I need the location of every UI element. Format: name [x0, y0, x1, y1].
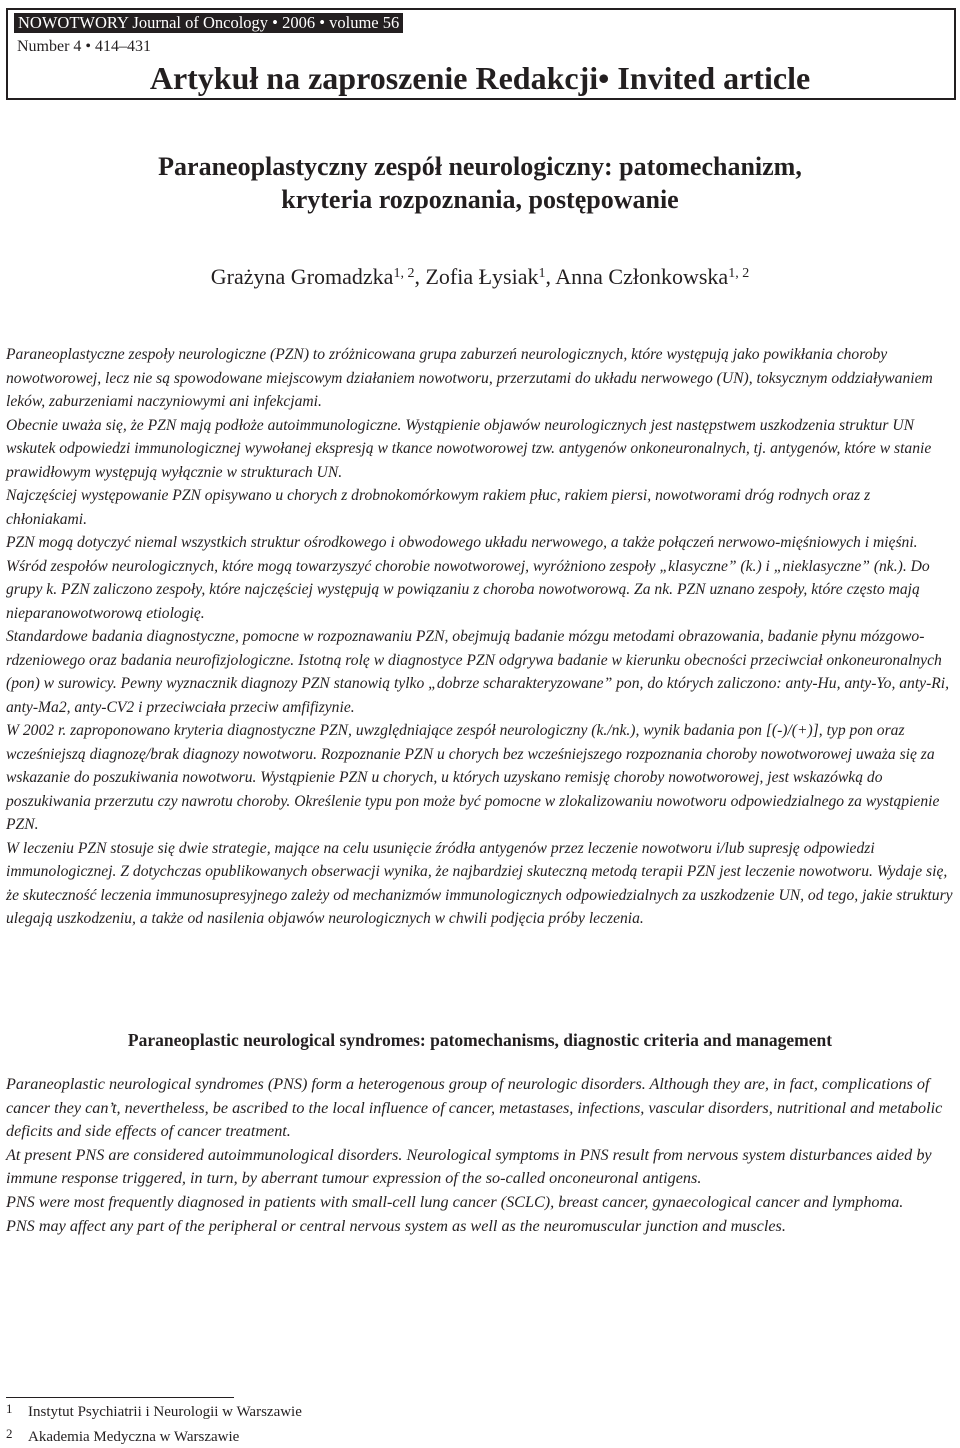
english-abstract	[6, 1073, 954, 1238]
footnotes	[6, 1398, 302, 1448]
polish-title	[0, 150, 960, 216]
abstract-paragraph: PNS were most frequently diagnosed in patients with small-cell lung cancer (SCLC), breast cancer, gynaecological cancer and lymphoma.	[6, 1192, 904, 1211]
author-affiliation: 1, 2	[728, 266, 750, 281]
abstract-paragraph: Najczęściej występowanie PZN opisywano u chorych z drobnokomórkowym rakiem płuc, rakiem piersi, nowotworami dróg rodnych oraz z chłoniakami.	[6, 487, 871, 528]
abstract-paragraph: W leczeniu PZN stosuje się dwie strategie, mające na celu usunięcie źródła antygenów przez leczenie nowotworu i/lub supresję odpowiedzi immunologicznej. Z dotychczas opublikowanych obserwacji wynika, że najbardziej skuteczną metodą terapii PZN jest leczenie nowotworu. Wydaje się, że skuteczność leczenia immunosupresyjnego zależy od mechanizmów immunologicznych odpowiedzialnych za uszkodzenie UN, od tego, jakie struktury ulegają uszkodzeniu, a także od nasilenia objawów neurologicznych w chwili podjęcia próby leczenia.	[6, 839, 953, 927]
footnote-number: 1	[6, 1401, 13, 1416]
article-type-heading: Artykuł na zaproszenie Redakcji• Invited article	[149, 60, 811, 96]
abstract-paragraph: W 2002 r. zaproponowano kryteria diagnostyczne PZN, uwzględniające zespół neurologiczny (k./nk.), wynik badania pon [(-)/(+)], typ pon oraz wcześniejszą diagnozę/brak diagnozy nowotworu. Rozpoznanie PZN u chorych bez wcześniejszego rozpoznania choroby nowotworowej uważa się za wskazanie do poszukiwania nowotworu. Wystąpienie PZN u chorych, u których uzyskano remisję choroby nowotworowej, jest wskazówką do poszukiwania przerzutu czy nawrotu choroby. Określenie typu pon może być pomocne w zlokalizowaniu nowotworu odpowiedzialnego za wystąpienie PZN.	[6, 722, 940, 833]
author-list	[0, 262, 960, 292]
abstract-paragraph: Standardowe badania diagnostyczne, pomocne w rozpoznawaniu PZN, obejmują badanie mózgu metodami obrazowania, badanie płynu mózgowo-rdzeniowego oraz badania neurofizjologiczne. Istotną rolę w diagnostyce PZN odgrywa badanie w kierunku obecności przeciwciał onkoneuronalnych (pon) w surowicy. Pewny wyznacznik diagnozy PZN stanowią tylko „dobrze scharakteryzowane” pon, do których zaliczono: anty-Hu, anty-Yo, anty-Ri, anty-Ma2, anty-CV2 i przeciwciała przeciw amfifizynie.	[6, 628, 950, 716]
author-separator: ,	[414, 264, 426, 289]
author-separator: ,	[545, 264, 556, 289]
abstract-paragraph: PZN mogą dotyczyć niemal wszystkich struktur ośrodkowego i obwodowego układu nerwowego, a także połączeń nerwowo-mięśniowych i mięśni. Wśród zespołów neurologicznych, które mogą towarzyszyć chorobie nowotworowej, wyróżniono zespoły „klasyczne” (k.) i „nieklasyczne” (nk.). Do grupy k. PZN zaliczono zespoły, które najczęściej występują w powiązaniu z choroba nowotworową. Za nk. PZN uznano zespoły, które często mają nieparanowotworową etiologię.	[6, 534, 930, 622]
journal-line: NOWOTWORY Journal of Oncology • 2006 • volume 56	[14, 13, 403, 33]
footnote-text: Akademia Medyczna w Warszawie	[28, 1429, 240, 1445]
author-name: Zofia Łysiak	[425, 264, 539, 289]
polish-title-line-1: Paraneoplastyczny zespół neurologiczny: patomechanizm,	[158, 152, 802, 181]
footnote	[6, 1398, 302, 1423]
author-name: Anna Członkowska	[555, 264, 729, 289]
footnote	[6, 1423, 302, 1448]
polish-abstract	[6, 343, 954, 931]
abstract-paragraph: Paraneoplastic neurological syndromes (PNS) form a heterogenous group of neurologic disorders. Although they are, in fact, complications of cancer they can’t, nevertheless, be ascribed to the local influence of cancer, metastases, infections, vascular disorders, nutritional and metabolic deficits and side effects of cancer treatment.	[6, 1075, 943, 1141]
author-affiliation: 1, 2	[393, 266, 415, 281]
abstract-paragraph: Paraneoplastyczne zespoły neurologiczne (PZN) to zróżnicowana grupa zaburzeń neurologicznych, które występują jako powikłania choroby nowotworowej, lecz nie są spowodowane miejscowym działaniem nowotworu, przerzutami do układu nerwowego (UN), toksycznym oddziaływaniem leków, zaburzeniami naczyniowymi ani infekcjami.	[6, 346, 933, 410]
author-name: Grażyna Gromadzka	[210, 264, 394, 289]
issue-line: Number 4 • 414–431	[17, 38, 152, 55]
english-title: Paraneoplastic neurological syndromes: patomechanisms, diagnostic criteria and management	[127, 1030, 833, 1050]
footnote-text: Instytut Psychiatrii i Neurologii w Warszawie	[28, 1404, 302, 1420]
abstract-paragraph: Obecnie uważa się, że PZN mają podłoże autoimmunologiczne. Wystąpienie objawów neurologicznych jest następstwem uszkodzenia struktur UN wskutek odpowiedzi immunologicznej wywołanej ekspresją w tkance nowotworowej tzw. antygenów onkoneuronalnych, tj. antygenów, które w stanie prawidłowym występują wyłącznie w strukturach UN.	[6, 416, 932, 481]
abstract-paragraph: PNS may affect any part of the peripheral or central nervous system as well as the neuromuscular junction and muscles.	[6, 1216, 786, 1235]
polish-title-line-2: kryteria rozpoznania, postępowanie	[281, 185, 679, 214]
abstract-paragraph: At present PNS are considered autoimmunological disorders. Neurological symptoms in PNS result from nervous system disturbances aided by immune response triggered, in turn, by aberrant tumour expression of the so-called onconeuronal antigens.	[6, 1145, 932, 1188]
footnote-number: 2	[6, 1426, 13, 1441]
author-affiliation: 1	[538, 266, 546, 281]
